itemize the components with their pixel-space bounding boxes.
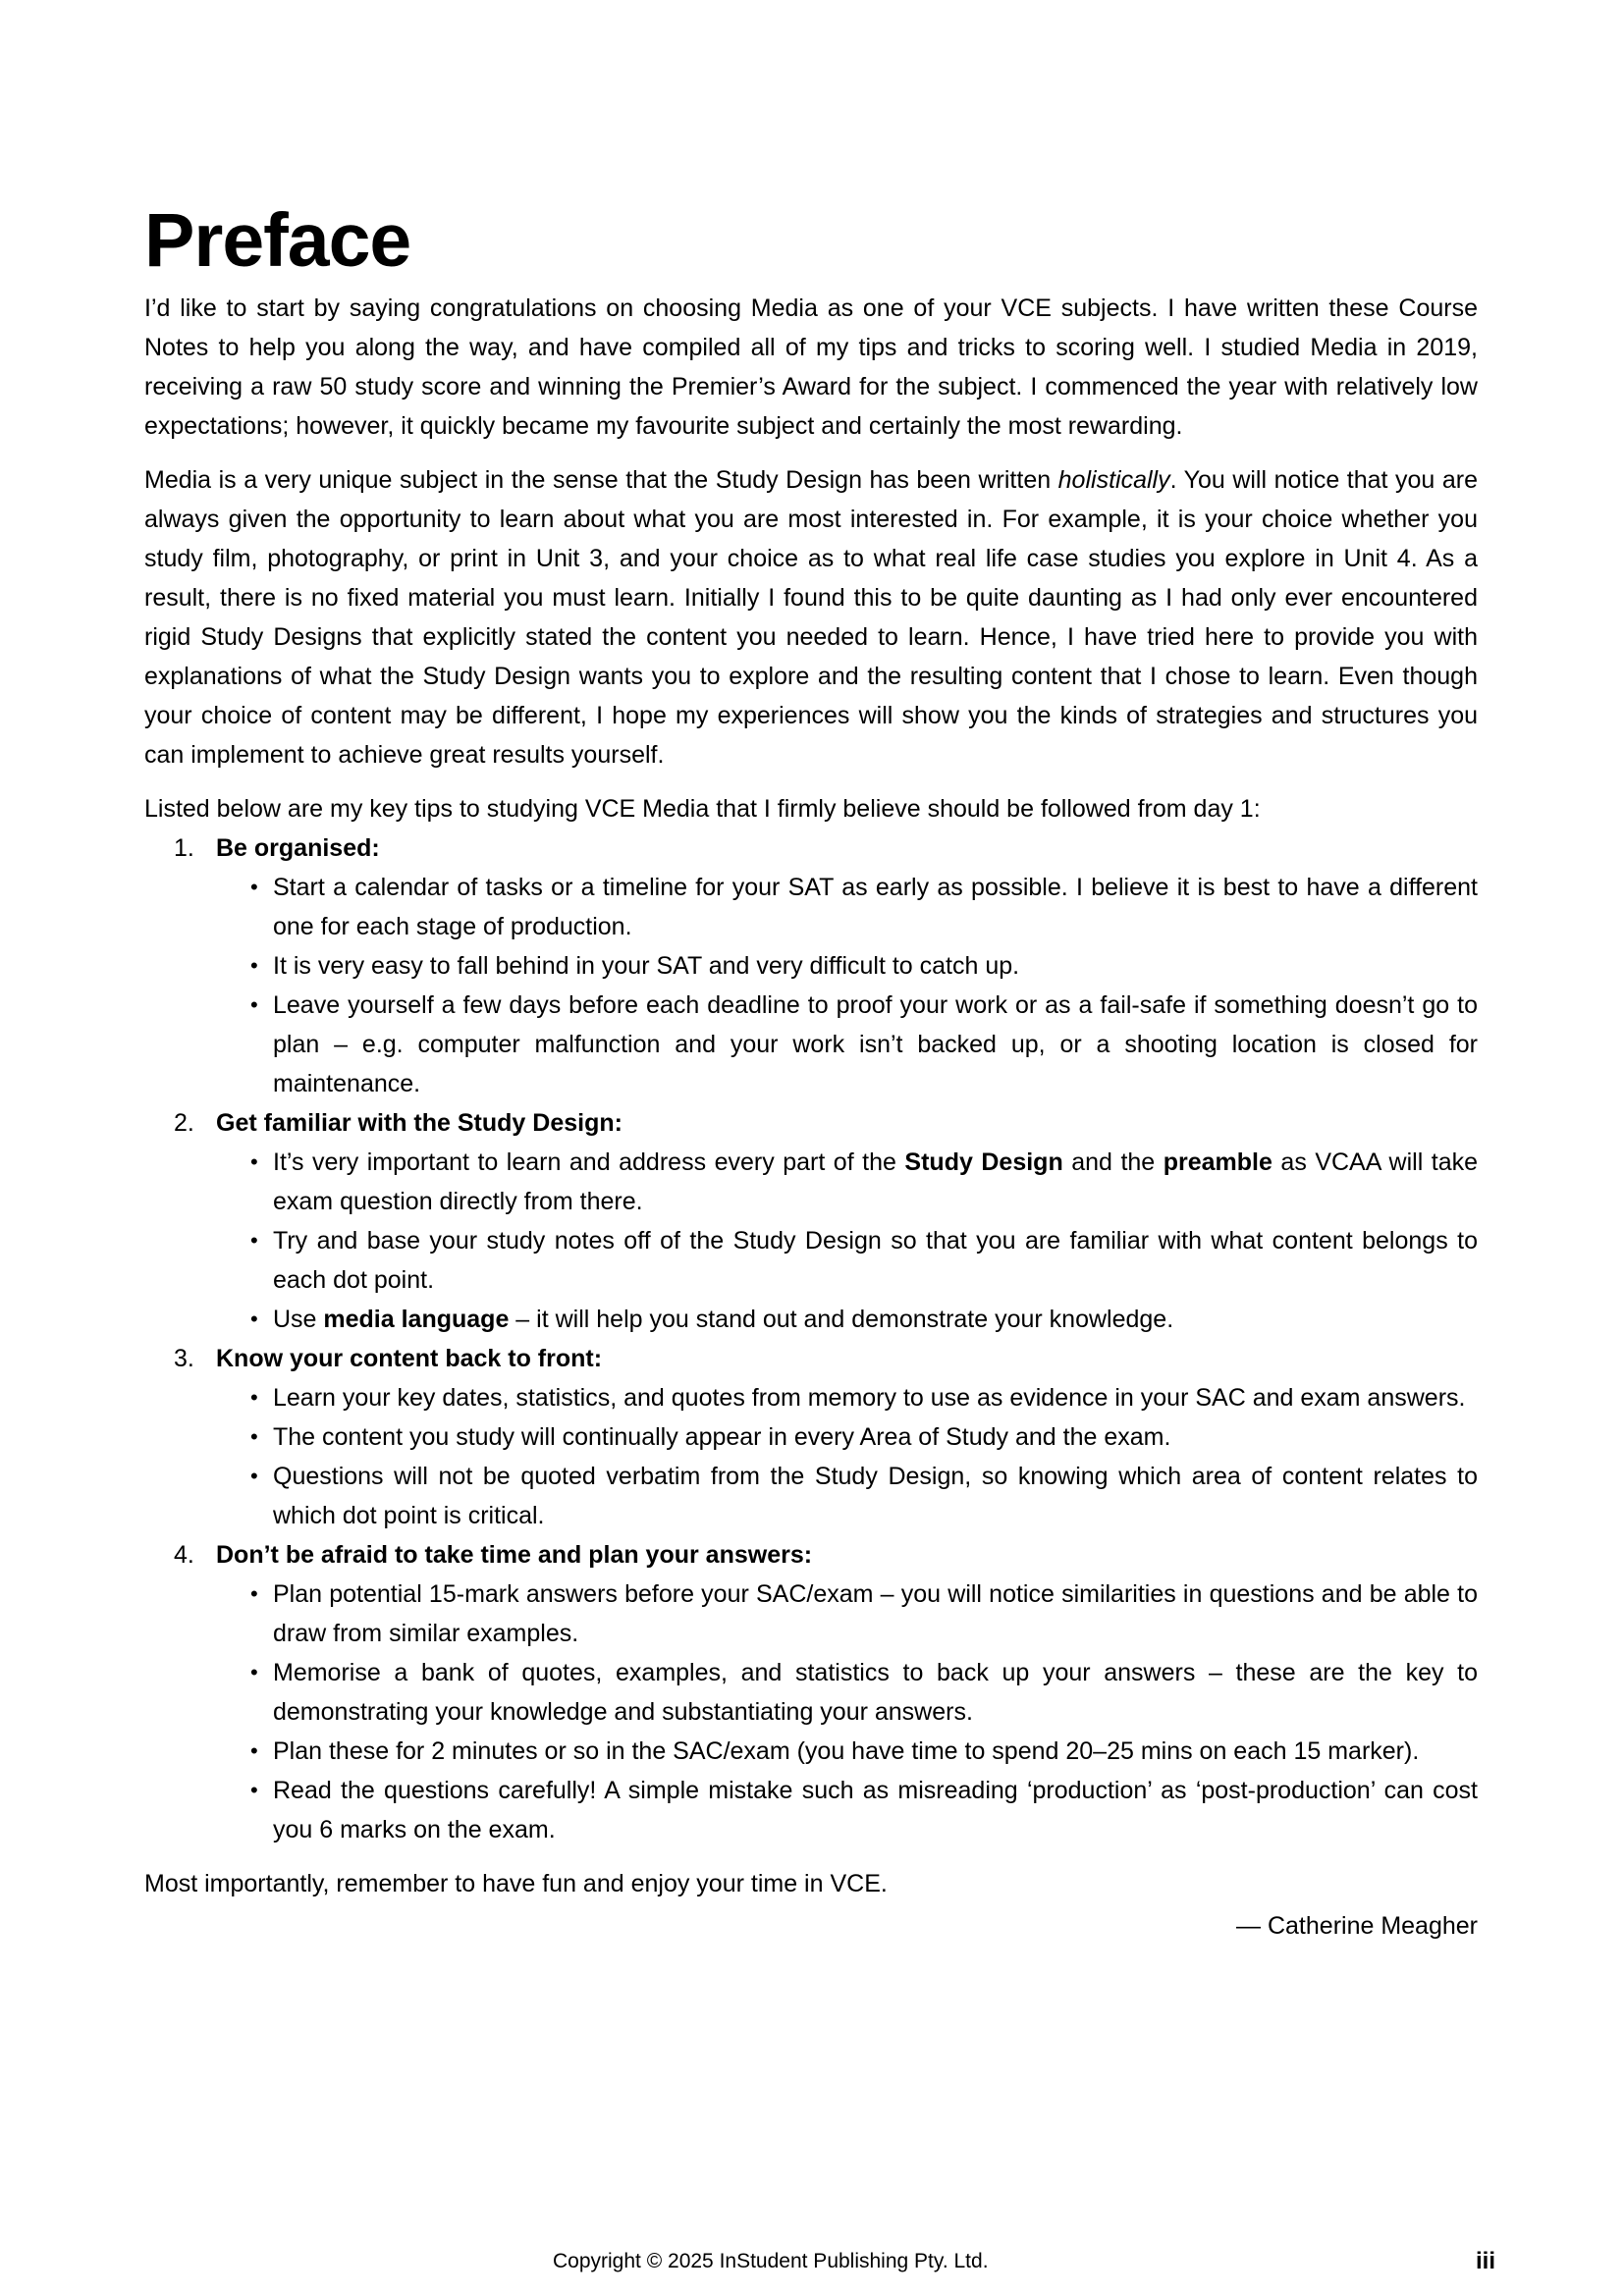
page-footer bbox=[0, 2244, 1624, 2279]
tip-heading: Don’t be afraid to take time and plan your answers: bbox=[216, 1541, 813, 1569]
tip-heading: Be organised: bbox=[216, 834, 380, 862]
bullet-text: – it will help you stand out and demonstrate your knowledge. bbox=[509, 1306, 1174, 1333]
bullet-icon: • bbox=[250, 1738, 258, 1763]
bullet-text: Plan potential 15-mark answers before your SAC/exam – you will notice similarities in questions and be able to draw from similar examples. bbox=[273, 1580, 1478, 1647]
page-content bbox=[144, 196, 1478, 1946]
tip-item bbox=[144, 828, 1478, 1103]
tip-item bbox=[144, 1339, 1478, 1535]
bold-media-language: media language bbox=[323, 1306, 510, 1333]
emphasis-holistically: holistically bbox=[1057, 466, 1170, 494]
paragraph-text: . You will notice that you are always given the opportunity to learn about what you are most interested in. For example, it is your choice whether you study film, photography, or print in Unit 3, and your choice as to what real life case studies you explore in Unit 4. As a result, there is no fixed material you must learn. Initially I found this to be quite daunting as I had only ever encountered rigid Study Designs that explicitly stated the content you needed to learn. Hence, I have tried here to provide you with explanations of what the Study Design wants you to explore and the resulting content that I chose to learn. Even though your choice of content may be different, I hope my experiences will show you the kinds of strategies and structures you can implement to achieve great results yourself. bbox=[144, 466, 1478, 769]
bullet-text: and the bbox=[1062, 1148, 1164, 1176]
bullet-item bbox=[250, 1575, 1478, 1653]
bullet-icon: • bbox=[250, 1228, 258, 1253]
tip-bullets bbox=[216, 1575, 1478, 1849]
bullet-item bbox=[250, 1221, 1478, 1300]
bullet-icon: • bbox=[250, 1464, 258, 1488]
tip-heading: Know your content back to front: bbox=[216, 1345, 603, 1372]
bullet-item bbox=[250, 1300, 1478, 1339]
tip-bullets bbox=[216, 868, 1478, 1103]
bullet-item bbox=[250, 1653, 1478, 1732]
tip-number: 1. bbox=[174, 834, 194, 862]
tips-list bbox=[144, 828, 1478, 1849]
bullet-icon: • bbox=[250, 1149, 258, 1174]
bullet-text: Plan these for 2 minutes or so in the SAC/exam (you have time to spend 20–25 mins on each 15 marker). bbox=[273, 1737, 1420, 1765]
bold-preamble: preamble bbox=[1163, 1148, 1272, 1176]
bullet-item bbox=[250, 1378, 1478, 1417]
bullet-text: Learn your key dates, statistics, and quotes from memory to use as evidence in your SAC and exam answers. bbox=[273, 1384, 1466, 1412]
bold-study-design: Study Design bbox=[904, 1148, 1063, 1176]
bullet-item bbox=[250, 1732, 1478, 1771]
bullet-text: Leave yourself a few days before each deadline to proof your work or as a fail-safe if something doesn’t go to plan – e.g. computer malfunction and your work isn’t backed up, or a shooting location is closed for maintenance. bbox=[273, 991, 1478, 1097]
tip-heading: Get familiar with the Study Design: bbox=[216, 1109, 623, 1137]
tip-bullets bbox=[216, 1378, 1478, 1535]
tip-item bbox=[144, 1103, 1478, 1339]
page-number: iii bbox=[1476, 2248, 1496, 2274]
bullet-icon: • bbox=[250, 875, 258, 899]
bullet-text: Read the questions carefully! A simple mistake such as misreading ‘production’ as ‘post-production’ can cost you 6 marks on the exam. bbox=[273, 1777, 1478, 1843]
page-title: Preface bbox=[144, 198, 411, 283]
copyright-notice: Copyright © 2025 InStudent Publishing Pty. Ltd. bbox=[553, 2250, 989, 2272]
bullet-icon: • bbox=[250, 1660, 258, 1684]
bullet-text: as VCAA will take exam question directly from there. bbox=[273, 1148, 1479, 1215]
bullet-text: Use bbox=[273, 1306, 324, 1333]
bullet-text: Start a calendar of tasks or a timeline for your SAT as early as possible. I believe it is best to have a different one for each stage of production. bbox=[273, 874, 1478, 940]
bullet-item bbox=[250, 868, 1478, 946]
bullet-icon: • bbox=[250, 953, 258, 978]
bullet-text: Memorise a bank of quotes, examples, and statistics to back up your answers – these are the key to demonstrating your knowledge and substantiating your answers. bbox=[273, 1659, 1478, 1726]
paragraph-text: Media is a very unique subject in the sense that the Study Design has been written bbox=[144, 466, 1058, 494]
bullet-icon: • bbox=[250, 992, 258, 1017]
bullet-icon: • bbox=[250, 1778, 258, 1802]
bullet-item bbox=[250, 1457, 1478, 1535]
bullet-text: The content you study will continually appear in every Area of Study and the exam. bbox=[273, 1423, 1171, 1451]
second-paragraph bbox=[144, 460, 1478, 774]
bullet-text: It’s very important to learn and address every part of the bbox=[273, 1148, 905, 1176]
bullet-text: Try and base your study notes off of the Study Design so that you are familiar with what content belongs to each dot point. bbox=[273, 1227, 1478, 1294]
tips-intro: Listed below are my key tips to studying VCE Media that I firmly believe should be followed from day 1: bbox=[144, 795, 1261, 823]
bullet-icon: • bbox=[250, 1424, 258, 1449]
tip-number: 2. bbox=[174, 1109, 194, 1137]
bullet-item bbox=[250, 1417, 1478, 1457]
bullet-icon: • bbox=[250, 1307, 258, 1331]
bullet-item bbox=[250, 1771, 1478, 1849]
bullet-item bbox=[250, 1143, 1479, 1221]
author-signoff: — Catherine Meagher bbox=[1236, 1912, 1478, 1940]
tip-item bbox=[144, 1535, 1478, 1849]
tip-number: 4. bbox=[174, 1541, 194, 1569]
tip-bullets bbox=[216, 1143, 1478, 1339]
bullet-item bbox=[250, 946, 1478, 986]
intro-paragraph: I’d like to start by saying congratulations on choosing Media as one of your VCE subjects. I have written these Course Notes to help you along the way, and have compiled all of my tips and tricks to scoring well. I studied Media in 2019, receiving a raw 50 study score and winning the Premier’s Award for the subject. I commenced the year with relatively low expectations; however, it quickly became my favourite subject and certainly the most rewarding. bbox=[144, 294, 1478, 440]
bullet-text: Questions will not be quoted verbatim from the Study Design, so knowing which area of content relates to which dot point is critical. bbox=[273, 1463, 1478, 1529]
bullet-text: It is very easy to fall behind in your SAT and very difficult to catch up. bbox=[273, 952, 1020, 980]
bullet-icon: • bbox=[250, 1385, 258, 1410]
tip-number: 3. bbox=[174, 1345, 194, 1372]
bullet-icon: • bbox=[250, 1581, 258, 1606]
bullet-item bbox=[250, 986, 1478, 1103]
closing-paragraph: Most importantly, remember to have fun and enjoy your time in VCE. bbox=[144, 1870, 888, 1897]
